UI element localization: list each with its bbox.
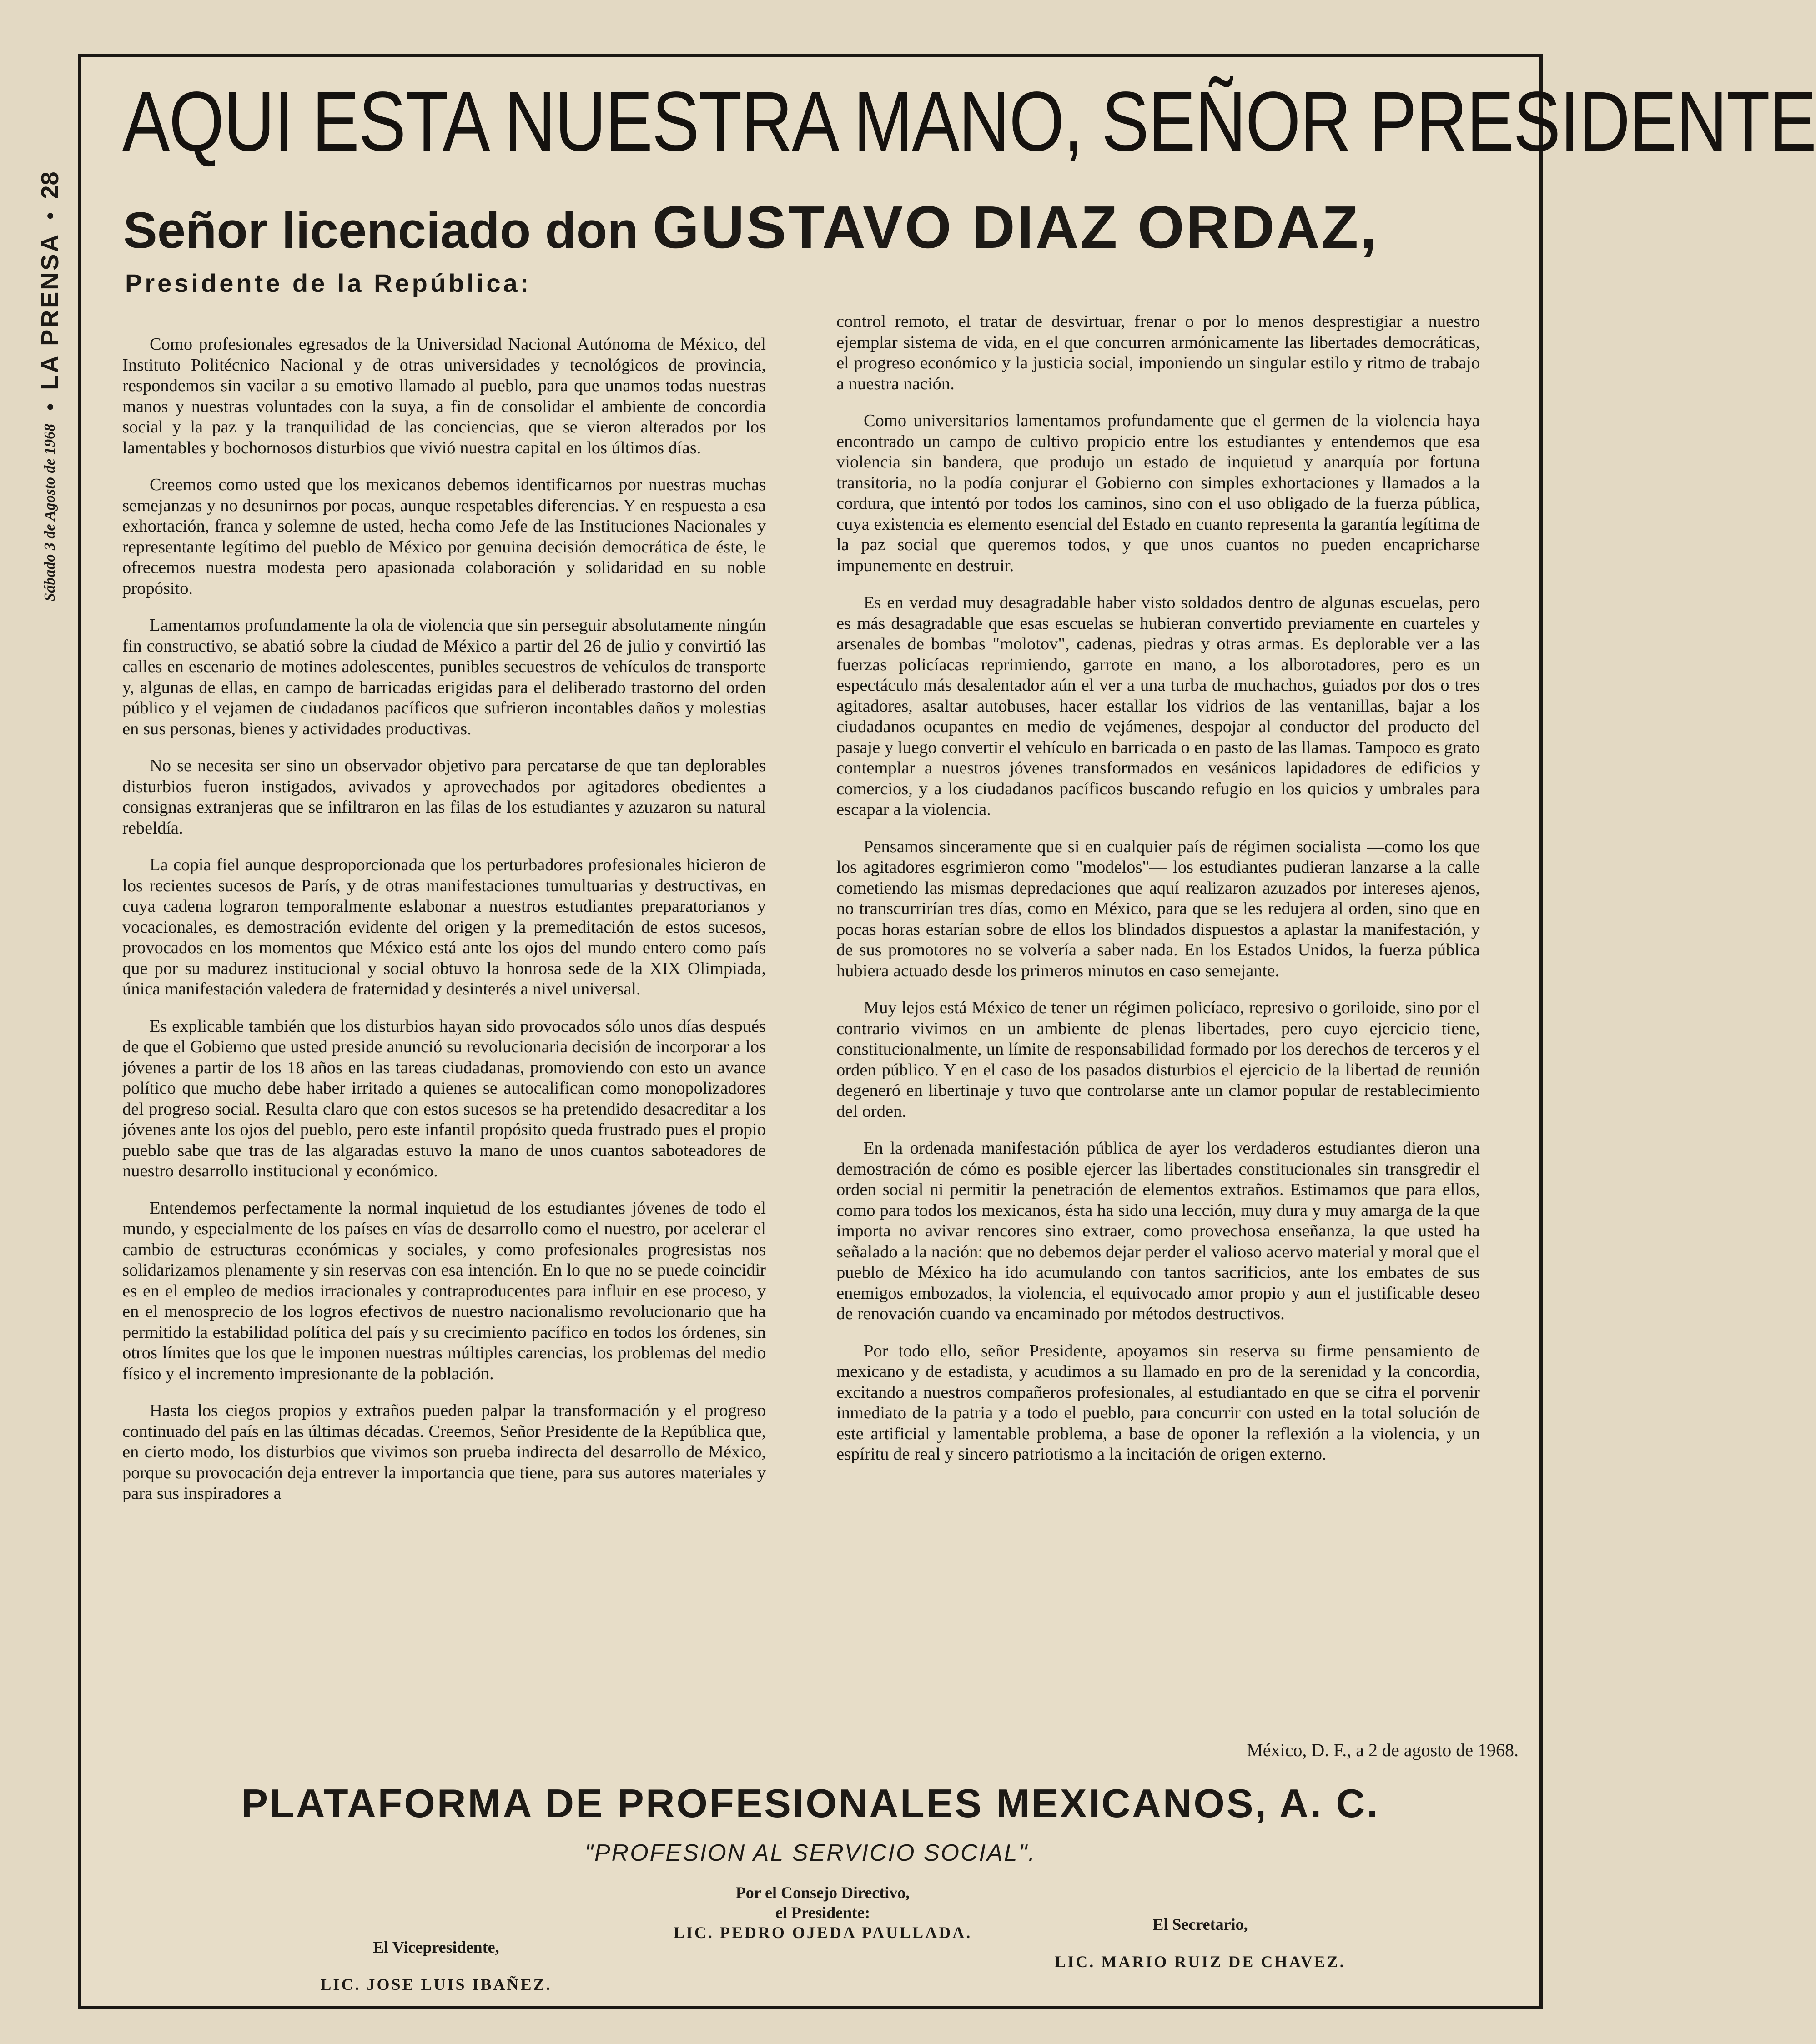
signature-secretary	[1027, 1914, 1373, 1972]
paragraph: Por todo ello, señor Presidente, apoyamos sin reserva su firme pensamiento de mexicano y de estadista, y acudimos a su llamado en pro de la serenidad y la concordia, excitando a nuestros compañeros profesionales, al estudiantado en que se cifra el porvenir inmediato de la patria y a todo el pueblo, para concurrir con usted en la total solución de este artificial y lamentable problema, a base de oponer la reflexión a la violencia, y un espíritu de real y sincero patriotismo a la incitación de origen externo.	[836, 1341, 1480, 1464]
spine-separator: ●	[42, 211, 57, 220]
signature-name: LIC. PEDRO OJEDA PAULLADA.	[673, 1923, 972, 1942]
signature-vicepresident	[272, 1937, 600, 1994]
paragraph: control remoto, el tratar de desvirtuar, frenar o por lo menos desprestigiar a nuestro ejemplar sistema de vida, en el que concurren armónicamente las libertades democráticas, el progreso económico y la justicia social, imponiendo un singular estilo y ritmo de trabajo a nuestra nación.	[836, 312, 1480, 393]
headline: AQUI ESTA NUESTRA MANO, SEÑOR PRESIDENTE	[122, 75, 1816, 169]
signature-caption: El Secretario,	[1152, 1915, 1248, 1934]
addressee-name: GUSTAVO DIAZ ORDAZ,	[652, 194, 1379, 261]
paragraph: Hasta los ciegos propios y extraños pueden palpar la transformación y el progreso continuado del país en las últimas décadas. Creemos, Señor Presidente de la República que, en cierto modo, los disturbios que vivimos son prueba indirecta del desarrollo de México, porque su provocación deja entrever la importancia que tiene, para sus autores materiales y para sus inspiradores a	[122, 1401, 766, 1503]
spine-date: Sábado 3 de Agosto de 1968	[41, 423, 58, 602]
paragraph: Es explicable también que los disturbios hayan sido provocados sólo unos días después de que el Gobierno que usted preside anunció su revolucionaria decisión de incorporar a los jóvenes a partir de los 18 años en las tareas ciudadanas, promoviendo con esto un avance político que mucho debe haber irritado a quienes se autocalifican como monopolizadores del progreso social. Resulta claro que con estos sucesos se ha pretendido desacreditar a los jóvenes ante los ojos del pueblo, pero este infantil propósito queda frustrado pues el propio pueblo sabe que tras de las algaradas estuvo la mano de unos cuantos saboteadores de nuestro desarrollo institucional y económico.	[122, 1016, 766, 1180]
left-column	[122, 334, 766, 1521]
advertisement-frame	[78, 54, 1816, 2009]
paragraph: En la ordenada manifestación pública de ayer los verdaderos estudiantes dieron una demostración de cómo es posible ejercer las libertades constitucionales sin transgredir el orden social ni permitir la penetración de elementos extraños. Estimamos que para ellos, como para todos los mexicanos, ésta ha sido una lección, muy dura y muy amarga de la que importa no avivar rencores sino extraer, como provechosa enseñanza, la que usted ha señalado a la nación: que no debemos dejar perder el valioso acervo material y moral que el pueblo de México ha ido acumulando con tantos sacrificios, ante los embates de sus enemigos embozados, la violencia, el equivocado amor propio y aun el justificable deseo de renovación cuando va encaminado por métodos destructivos.	[836, 1139, 1480, 1323]
signature-name: LIC. MARIO RUIZ DE CHAVEZ.	[1055, 1953, 1346, 1971]
signature-president	[650, 1883, 996, 1943]
organization-name: PLATAFORMA DE PROFESIONALES MEXICANOS, A. C.	[241, 1781, 1380, 1826]
page-spine	[25, 91, 75, 682]
right-column	[836, 311, 1480, 1482]
spine-line	[25, 91, 75, 682]
paragraph: Muy lejos está México de tener un régimen policíaco, represivo o goriloide, sino por el contrario vivimos en un ambiente de plenas libertades, pero cuyo ejercicio tiene, constitucionalmente, un límite de responsabilidad formado por los derechos de terceros y el orden público. Y en el caso de los pasados disturbios el ejercicio de la libertad de reunión degeneró en libertinaje y tuvo que controlarse ante un clamor popular de restablecimiento del orden.	[836, 998, 1480, 1121]
signature-caption: el Presidente:	[775, 1903, 870, 1922]
signature-caption: El Vicepresidente,	[373, 1938, 499, 1956]
paragraph: Lamentamos profundamente la ola de violencia que sin perseguir absolutamente ningún fin constructivo, se abatió sobre la ciudad de México a partir del 26 de julio y convirtió las calles en escenario de motines adolescentes, punibles secuestros de vehículos de transporte y, algunas de ellas, en campo de barricadas erigidas para el deliberado trastorno del orden público y el vejamen de ciudadanos pacíficos que sufrieron incontables daños y molestias en sus personas, bienes y actividades productivas.	[122, 616, 766, 738]
organization-motto: "PROFESION AL SERVICIO SOCIAL".	[584, 1840, 1036, 1866]
paragraph: No se necesita ser sino un observador objetivo para percatarse de que tan deplorables disturbios fueron instigados, avivados y aprovechados por agitadores obedientes a consignas extranjeras que se infiltraron en las filas de los estudiantes y azuzaron su natural rebeldía.	[122, 756, 766, 838]
spine-separator: ●	[42, 402, 57, 411]
addressee-title: Presidente de la República:	[125, 269, 532, 297]
date-line: México, D. F., a 2 de agosto de 1968.	[1247, 1740, 1519, 1760]
paragraph: La copia fiel aunque desproporcionada que los perturbadores profesionales hicieron de los recientes sucesos de París, y de otras manifestaciones tumultuarias y destructivas, en cuya cadena lograron temporalmente eslabonar a nuestros estudiantes preparatorianos y vocacionales, es demostración evidente del origen y la premeditación de estos sucesos, provocados en los momentos que México está ante los ojos del mundo entero como país que por su madurez institucional y social obtuvo la honrosa sede de la XIX Olimpiada, única manifestación valedera de fraternidad y desinterés a nivel universal.	[122, 855, 766, 999]
addressee	[123, 193, 1378, 265]
paragraph: Pensamos sinceramente que si en cualquier país de régimen socialista —como los que los agitadores esgrimieron como "modelos"— los estudiantes pudieran lanzarse a la calle cometiendo las mismas depredaciones que aquí realizaron azuzados por intereses ajenos, no transcurrirían tres días, como en México, para que se les redujera al orden, sino que en pocas horas estarían sobre de ellos los blindados dispuestos a aplastar la manifestación, y de sus promotores no se volvería a saber nada. En los Estados Unidos, la fuerza pública hubiera actuado desde los primeros minutos en caso semejante.	[836, 837, 1480, 980]
paragraph: Como universitarios lamentamos profundamente que el germen de la violencia haya encontrado un campo de cultivo propicio entre los estudiantes y entendemos que esa violencia sin bandera, que produjo un estado de inquietud y anarquía por fortuna transitoria, no la podía conjurar el Gobierno con simples exhortaciones y llamados a la cordura, que intentó por todos los caminos, sino con el uso obligado de la fuerza pública, cuya existencia es elemento esencial del Estado en cuanto representa la garantía legítima de la paz social que queremos todos, y que unos cuantos no pueden encapricharse impunemente en destruir.	[836, 411, 1480, 575]
addressee-prefix: Señor licenciado don	[123, 202, 639, 259]
signature-name: LIC. JOSE LUIS IBAÑEZ.	[320, 1975, 552, 1994]
signature-caption: Por el Consejo Directivo,	[735, 1883, 910, 1902]
paragraph: Como profesionales egresados de la Universidad Nacional Autónoma de México, del Instituto Politécnico Nacional y de otras universidades y tecnológicos de provincia, respondemos sin vacilar a su emotivo llamado al pueblo, para que unamos todas nuestras manos y nuestras voluntades con la suya, a fin de consolidar el ambiente de concordia social y la paz y la tranquilidad de las conciencias, que se vieron alterados por los lamentables y bochornosos disturbios que vivió nuestra capital en los últimos días.	[122, 335, 766, 457]
paragraph: Es en verdad muy desagradable haber visto soldados dentro de algunas escuelas, pero es más desagradable que esas escuelas se hubieran convertido previamente en cuarteles y arsenales de bombas "molotov", cadenas, piedras y otras armas. Es deplorable ver a las fuerzas policíacas reprimiendo, garrote en mano, a los alborotadores, pero es un espectáculo más desalentador aún el ver a una turba de muchachos, guiados por dos o tres agitadores, asaltar autobuses, hacer estallar los vidrios de las ventanillas, bajar a los ciudadanos ocupantes en medio de vejámenes, despojar al conductor del producto del pasaje y luego convertir el vehículo en barricada o en pasto de las llamas. Tampoco es grato contemplar a nuestros jóvenes transformados en vesánicos lapidadores de edificios y comercios, y a los ciudadanos pacíficos buscando refugio en los quicios y umbrales para escapar a la violencia.	[836, 593, 1480, 819]
paragraph: Creemos como usted que los mexicanos debemos identificarnos por nuestras muchas semejanzas y no desunirnos por pocas, aunque respetables diferencias. Y en respuesta a esa exhortación, franca y solemne de usted, hecha como Jefe de las Instituciones Nacionales y representante legítimo del pueblo de México por genuina decisión democrática de éste, le ofrecemos nuestra modesta pero apasionada colaboración y solidaridad en su noble propósito.	[122, 475, 766, 598]
page-number: 28	[36, 171, 64, 199]
paragraph: Entendemos perfectamente la normal inquietud de los estudiantes jóvenes de todo el mundo, y especialmente de los países en vías de desarrollo como el nuestro, por acelerar el cambio de estructuras económicas y sociales, y como profesionales progresistas nos solidarizamos plenamente y sin reservas con esa intención. En lo que no se puede coincidir es en el empleo de medios irracionales y contraproducentes para influir en ese proceso, y en el menosprecio de los logros efectivos de nuestro nacionalismo revolucionario que ha permitido la estabilidad política del país y su crecimiento pacífico en todos los órdenes, sin otros límites que los que le imponen nuestras múltiples carencias, los problemas del medio físico y el incremento impresionante de la población.	[122, 1198, 766, 1383]
publication-name: LA PRENSA	[36, 232, 64, 390]
